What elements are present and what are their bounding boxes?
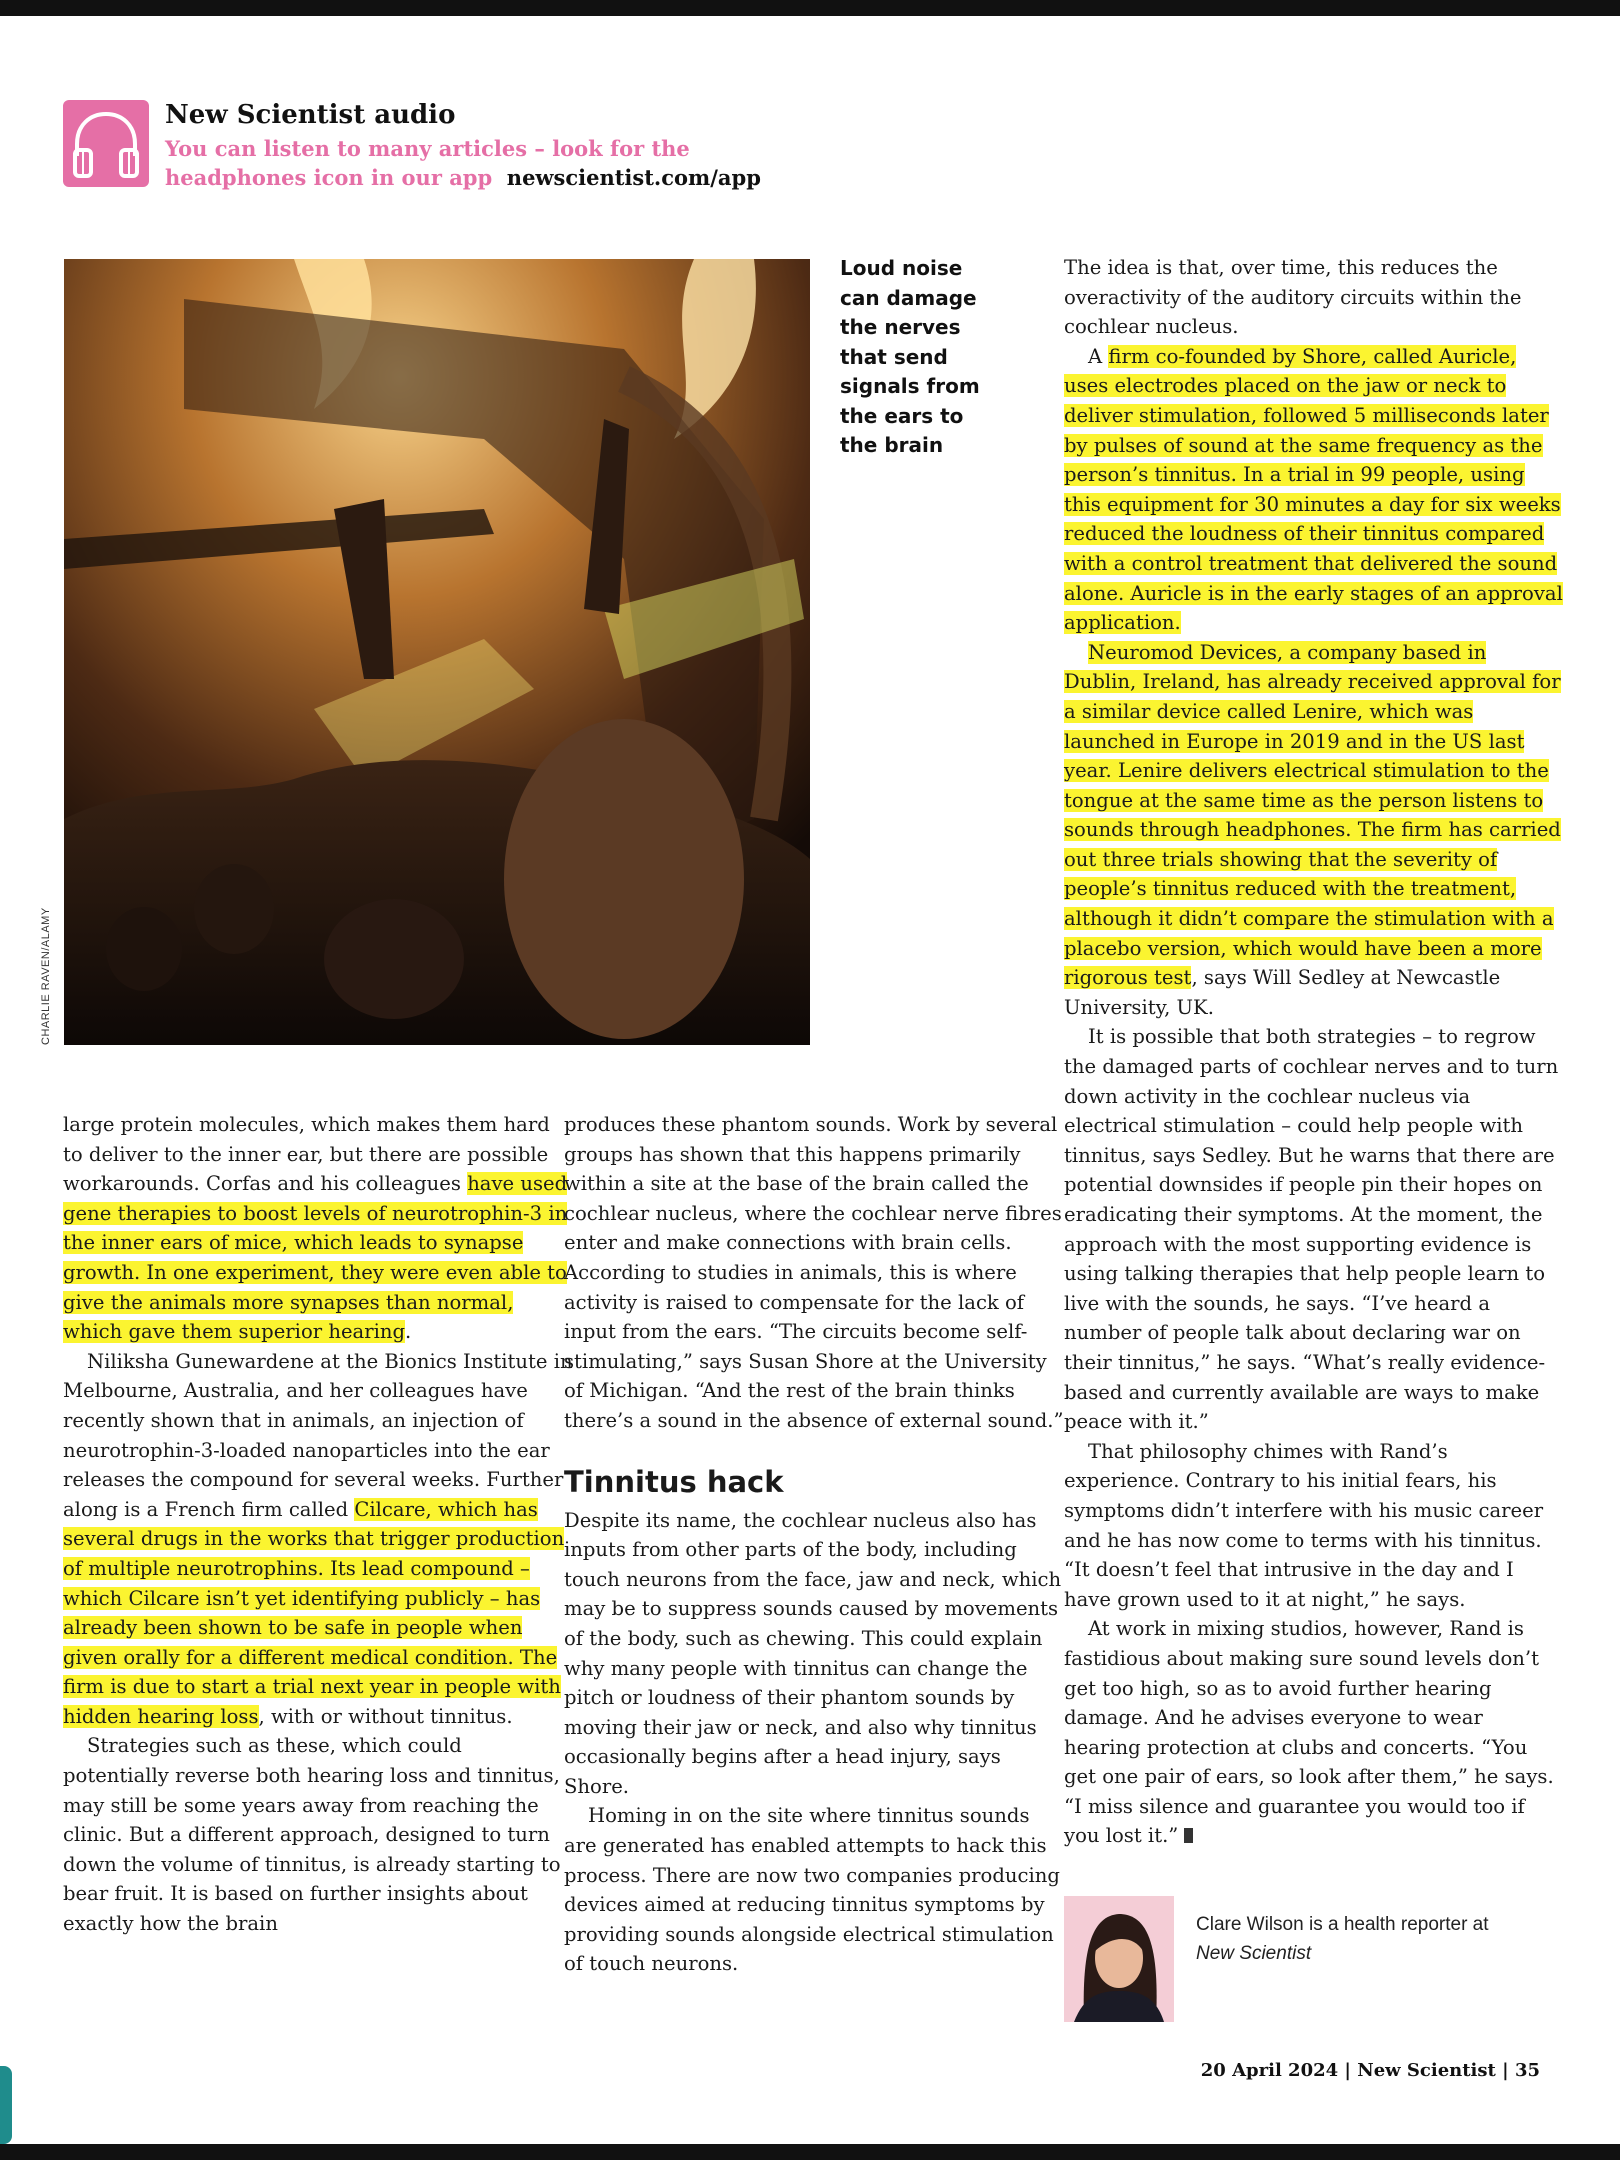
paragraph bbox=[1064, 638, 1564, 1023]
concert-photo bbox=[64, 259, 810, 1045]
paragraph: Homing in on the site where tinnitus sounds are generated has enabled attempts to hack this process. There are now two companies producing devices aimed at reducing tinnitus symptoms by providing sounds alongside electrical stimulation of touch neurons. bbox=[564, 1804, 1060, 1976]
paragraph: produces these phantom sounds. Work by several groups has shown that this happens primarily within a site at the base of the brain called the cochlear nucleus, where the cochlear nerve fibres enter and make connections with brain cells. According to studies in animals, this is where activity is raised to compensate for the lack of input from the ears. “The circuits become self-stimulating,” says Susan Shore at the University of Michigan. “And the rest of the brain thinks there’s a sound in the absence of external sound.” bbox=[564, 1113, 1064, 1432]
text-run: large protein molecules, which makes them hard to deliver to the inner ear, but there are possible workarounds. Corfas and his colleagues bbox=[63, 1113, 550, 1196]
text-run: Niliksha Gunewardene at the Bionics Institute in Melbourne, Australia, and her colleagues have recently shown that in animals, an injection of neurotrophin-3-loaded nanoparticles into the ear releases the compound for several weeks. Further along is a French firm called bbox=[63, 1349, 573, 1521]
bio-text: Clare Wilson is a health reporter at bbox=[1196, 1914, 1489, 1935]
edge-tab bbox=[0, 2066, 12, 2144]
paragraph bbox=[1064, 342, 1564, 638]
text-run: , with or without tinnitus. bbox=[258, 1704, 513, 1728]
magazine-name: New Scientist bbox=[1357, 2060, 1496, 2081]
body-column-3 bbox=[1064, 253, 1564, 1851]
paragraph: It is possible that both strategies – to regrow the damaged parts of cochlear nerves and to turn down activity in the cochlear nucleus via electrical stimulation – could help people with tinnitus, says Sedley. But he warns that there are potential downsides if people pin their hopes on eradicating their symptoms. At the moment, the approach with the most supporting evidence is using talking therapies that help people learn to live with the sounds, he says. “I’ve heard a number of people talk about declaring war on their tinnitus,” he says. “What’s really evidence-based and currently available are ways to make peace with it.” bbox=[1064, 1025, 1559, 1434]
audio-box-description: You can listen to many articles – look for the headphones icon in our app bbox=[165, 136, 690, 190]
top-border bbox=[0, 0, 1620, 16]
paragraph: That philosophy chimes with Rand’s experience. Contrary to his initial fears, his symptoms didn’t interfere with his music career and he has now come to terms with his tinnitus. “It doesn’t feel that intrusive in the day and I have grown used to it at night,” he says. bbox=[1064, 1439, 1544, 1611]
bio-publication: New Scientist bbox=[1196, 1943, 1312, 1964]
paragraph: Strategies such as these, which could potentially reverse both hearing loss and tinnitus, may still be some years away from reaching the clinic. But a different approach, designed to turn down the volume of tinnitus, is already starting to bear fruit. It is based on further insights about exactly how the brain bbox=[63, 1734, 561, 1936]
audio-box-text bbox=[165, 134, 765, 192]
highlighted-text: firm co-founded by Shore, called Auricle, uses electrodes placed on the jaw or neck to deliver stimulation, followed 5 milliseconds later by pulses of sound at the same frequency as the person’s tinnitus. In a trial in 99 people, using this equipment for 30 minutes a day for six weeks reduced the loudness of their tinnitus compared with a control treatment that delivered the sound alone. Auricle is in the early stages of an approval application. bbox=[1064, 344, 1563, 635]
app-link[interactable]: newscientist.com/app bbox=[506, 165, 761, 190]
photo-caption: Loud noise can damage the nerves that send signals from the ears to the brain bbox=[840, 256, 980, 457]
paragraph: Despite its name, the cochlear nucleus also has inputs from other parts of the body, including touch neurons from the face, jaw and neck, which may be to suppress sounds caused by movements of the body, such as chewing. This could explain why many people with tinnitus can change the pitch or loudness of their phantom sounds by moving their jaw or neck, and also why tinnitus occasionally begins after a head injury, says Shore. bbox=[564, 1508, 1062, 1798]
highlighted-text: Neuromod Devices, a company based in Dublin, Ireland, has already received approval for a similar device called Lenire, which was launched in Europe in 2019 and in the US last year. Lenire delivers electrical stimulation to the tongue at the same time as the person listens to sounds through headphones. The firm has carried out three trials showing that the severity of people’s tinnitus reduced with the treatment, although it didn’t compare the stimulation with a placebo version, which would have been a more rigorous test bbox=[1064, 640, 1561, 990]
page-footer: 20 April 2024 | New Scientist | 35 bbox=[1200, 2060, 1540, 2081]
audio-box-title: New Scientist audio bbox=[165, 100, 456, 130]
text-run: , says Will Sedley at Newcastle University, UK. bbox=[1064, 966, 1501, 1019]
paragraph: The idea is that, over time, this reduces the overactivity of the auditory circuits within the cochlear nucleus. bbox=[1064, 256, 1522, 339]
paragraph bbox=[63, 1347, 573, 1732]
highlighted-text: Cilcare, which has several drugs in the works that trigger production of multiple neurotrophins. Its lead compound – which Cilcare isn’t yet identifying publicly – has already been shown to be safe in people when given orally for a different medical condition. The firm is due to start a trial next year in people with hidden hearing loss bbox=[63, 1497, 565, 1728]
issue-date: 20 April 2024 bbox=[1200, 2060, 1339, 2081]
subheading: Tinnitus hack bbox=[564, 1464, 784, 1499]
text-run: A bbox=[1088, 344, 1109, 368]
paragraph bbox=[63, 1110, 573, 1347]
text-run: . bbox=[405, 1320, 412, 1344]
author-avatar bbox=[1064, 1896, 1174, 2022]
body-column-2 bbox=[564, 1110, 1064, 1979]
page-number: 35 bbox=[1514, 2060, 1540, 2081]
bottom-border bbox=[0, 2144, 1620, 2160]
paragraph bbox=[1064, 1614, 1564, 1851]
photo-credit: CHARLIE RAVEN/ALAMY bbox=[40, 907, 52, 1045]
end-mark-icon bbox=[1184, 1828, 1193, 1843]
text-run: At work in mixing studios, however, Rand is fastidious about making sure sound levels don’t get too high, so as to avoid further hearing damage. And he advises everyone to wear hearing protection at clubs and concerts. “You get one pair of ears, so look after them,” he says. “I miss silence and guarantee you would too if you lost it.” bbox=[1064, 1617, 1554, 1848]
author-bio bbox=[1196, 1910, 1526, 1968]
headphones-icon bbox=[63, 100, 149, 187]
highlighted-text: have used gene therapies to boost levels of neurotrophin-3 in the inner ears of mice, which leads to synapse growth. In one experiment, they were even able to give the animals more synapses than normal, which gave them superior hearing bbox=[63, 1172, 568, 1344]
body-column-1 bbox=[63, 1110, 573, 1939]
